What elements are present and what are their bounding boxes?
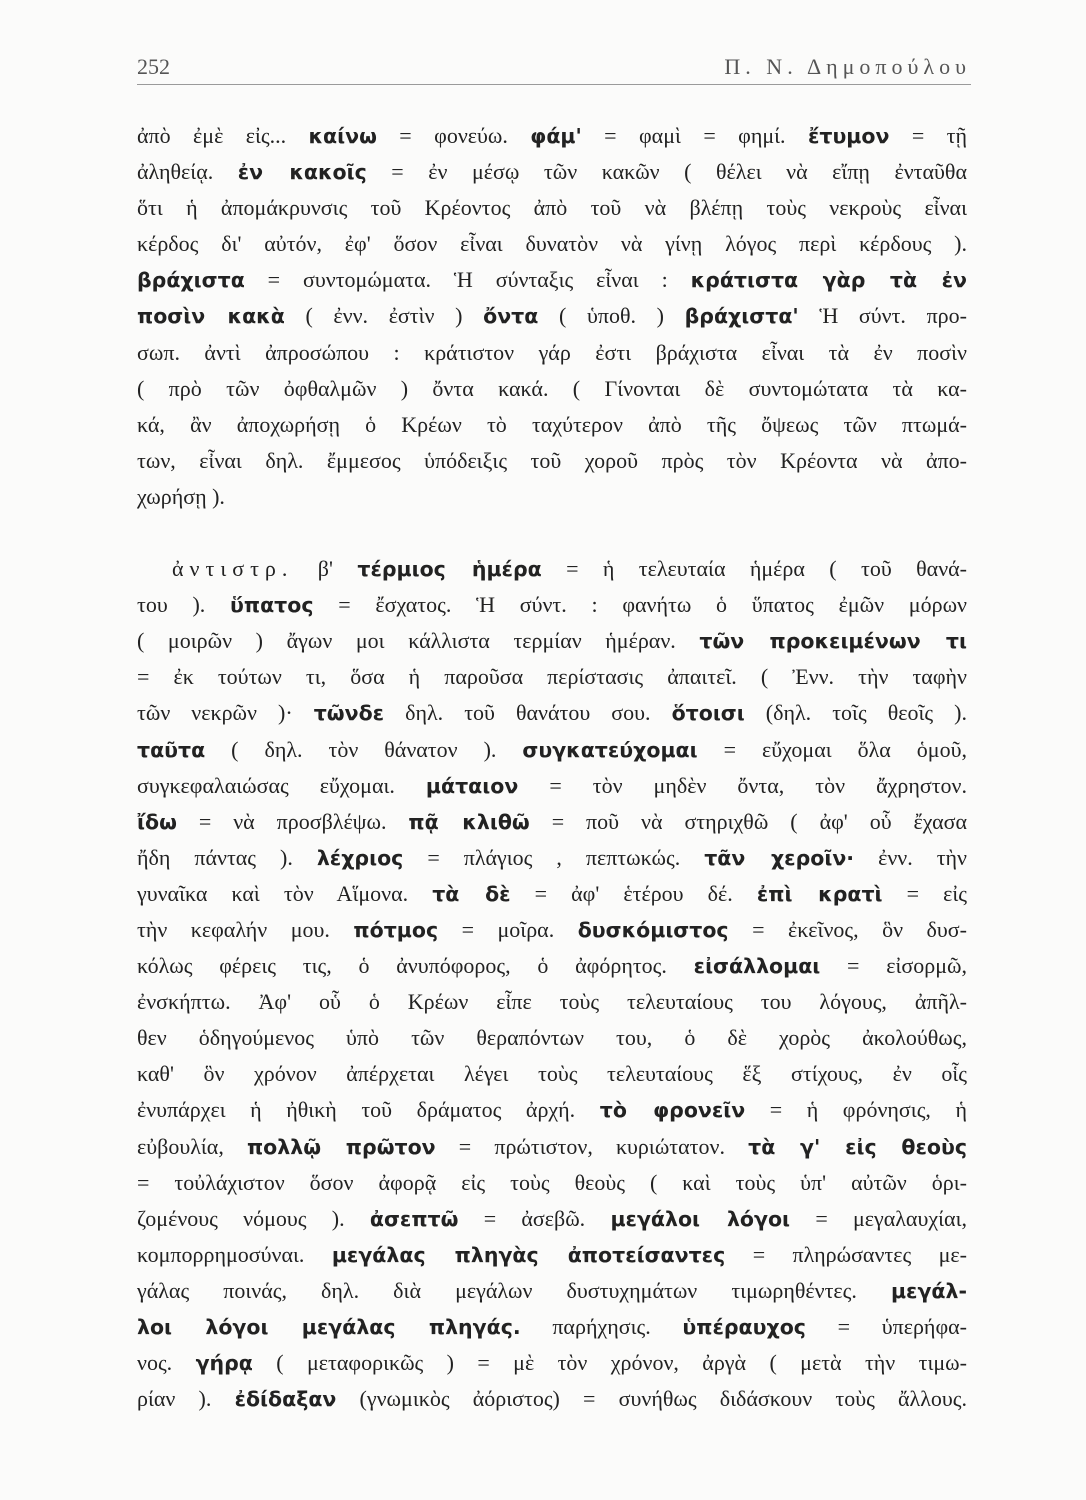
gloss-text: κά, ἂν ἀποχωρήσῃ ὁ Κρέων τὸ ταχύτερον ἀπὸ τῆς ὄψεως τῶν πτωμά- bbox=[137, 411, 967, 437]
gloss-text: = ἐν μέσῳ τῶν κακῶν ( θέλει νὰ εἴπῃ ἐνταῦθα bbox=[366, 159, 967, 185]
gloss-text: ἀπὸ ἐμὲ εἰς... bbox=[137, 123, 309, 148]
gloss-text: τὴν κεφαλήν μου. bbox=[137, 916, 354, 942]
headword: κράτιστα γὰρ τὰ ἐν bbox=[690, 268, 968, 293]
gloss-text: = συντομώματα. Ἡ σύνταξις εἶναι : bbox=[244, 267, 691, 293]
running-title: Π. Ν. Δημοπούλου bbox=[724, 54, 971, 79]
headword: τῶνδε bbox=[313, 701, 385, 726]
gloss-text: = ἡ φρόνησις, ἡ bbox=[745, 1097, 967, 1123]
text-line bbox=[137, 587, 967, 623]
text-line bbox=[137, 1129, 967, 1165]
gloss-text: = ἀσεβῶ. bbox=[458, 1205, 611, 1231]
gloss-text: = τῇ bbox=[889, 123, 967, 148]
gloss-text: κέρδος δι' αὐτόν, ἐφ' ὅσον εἶναι δυνατὸν νὰ γίνῃ λόγος περὶ κέρδους ). bbox=[137, 231, 967, 257]
headword: τὸ φρονεῖν bbox=[599, 1098, 746, 1123]
gloss-text: ἐνν. τὴν bbox=[854, 844, 967, 870]
gloss-text: = νὰ προσβλέψω. bbox=[176, 808, 409, 834]
headword: ἐπὶ κρατὶ bbox=[756, 881, 883, 906]
gloss-text: των, εἶναι δηλ. ἔμμεσος ὑπόδειξις τοῦ χοροῦ πρὸς τὸν Κρέοντα νὰ ἀπο- bbox=[137, 447, 967, 473]
page-number: 252 bbox=[137, 54, 170, 79]
headword: ταῦτα bbox=[137, 737, 206, 762]
headword: τέρμιος ἡμέρα bbox=[357, 557, 542, 582]
headword: πότμος bbox=[353, 917, 439, 942]
gloss-text: = ἔσχατος. Ἡ σύντ. : φανήτω ὁ ὕπατος ἐμῶν μόρων bbox=[313, 592, 967, 618]
gloss-text: ζομένους νόμους ). bbox=[137, 1205, 370, 1231]
headword: πολλῷ πρῶτον bbox=[246, 1134, 436, 1159]
text-line bbox=[137, 1309, 967, 1345]
gloss-text: ( πρὸ τῶν ὀφθαλμῶν ) ὄντα κακά. ( Γίνονται δὲ συντομώτατα τὰ κα- bbox=[137, 375, 967, 401]
gloss-text: = τὸν μηδὲν ὄντα, τὸν ἄχρηστον. bbox=[518, 772, 967, 798]
text-line bbox=[137, 1165, 967, 1201]
text-line bbox=[137, 840, 967, 876]
gloss-text: = εὔχομαι ὅλα ὁμοῦ, bbox=[697, 736, 967, 762]
gloss-text: ἤδη πάντας ). bbox=[137, 844, 317, 870]
headword: ἴδω bbox=[137, 809, 177, 834]
headword: μάταιον bbox=[425, 773, 519, 798]
gloss-text: = ἡ τελευταία ἡμέρα ( τοῦ θανά- bbox=[541, 556, 967, 582]
gloss-text: = πλάγιος , πεπτωκώς. bbox=[403, 844, 705, 870]
gloss-text: ( ὑποθ. ) bbox=[538, 303, 685, 329]
gloss-text: (γνωμικὸς ἀόριστος) = συνήθως διδάσκουν τοὺς ἄλλους. bbox=[336, 1386, 967, 1412]
gloss-text: (δηλ. τοῖς θεοῖς ). bbox=[744, 700, 967, 726]
text-line bbox=[137, 912, 967, 948]
headword: δυσκόμιστος bbox=[577, 917, 729, 942]
gloss-text: = πληρώσαντες με- bbox=[725, 1241, 967, 1267]
gloss-text: = εἰς bbox=[882, 880, 967, 906]
gloss-text: θεν ὁδηγούμενος ὑπὸ τῶν θεραπόντων του, ὁ δὲ χορὸς ἀκολούθως, bbox=[137, 1025, 967, 1051]
gloss-text: δηλ. τοῦ θανάτου σου. bbox=[384, 700, 672, 726]
text-line bbox=[137, 1381, 967, 1417]
headword: μεγάλοι λόγοι bbox=[610, 1206, 791, 1231]
gloss-text: ( ἐνν. ἐστὶν ) bbox=[284, 303, 484, 329]
text-line bbox=[137, 335, 967, 371]
gloss-text: = μεγαλαυχίαι, bbox=[790, 1205, 967, 1231]
gloss-text: ἐνυπάρχει ἡ ἠθικὴ τοῦ δράματος ἀρχή. bbox=[137, 1097, 600, 1123]
headword: ὑπέραυχος bbox=[682, 1315, 806, 1339]
text-line bbox=[137, 984, 967, 1020]
text-line bbox=[137, 443, 967, 479]
gloss-text: ἀληθείᾳ. bbox=[137, 159, 238, 185]
gloss-text: β' bbox=[293, 556, 358, 582]
text-line bbox=[137, 1345, 967, 1381]
gloss-text: γυναῖκα καὶ τὸν Αἵμονα. bbox=[137, 880, 433, 906]
text-line bbox=[137, 1092, 967, 1128]
gloss-text: = εἰσορμῶ, bbox=[820, 953, 967, 979]
text-line bbox=[137, 732, 967, 768]
gloss-text: συγκεφαλαιώσας εὔχομαι. bbox=[137, 772, 426, 798]
headword: τὰ δὲ bbox=[432, 881, 511, 906]
gloss-text: ( μοιρῶν ) ἄγων μοι κάλλιστα τερμίαν ἡμέραν. bbox=[137, 628, 700, 654]
gloss-text: νος. bbox=[137, 1350, 196, 1376]
headword: συγκατεύχομαι bbox=[522, 737, 698, 762]
text-line bbox=[137, 226, 967, 262]
text-line bbox=[137, 1056, 967, 1092]
gloss-text: κόλως φέρεις τις, ὁ ἀνυπόφορος, ὁ ἀφόρητος. bbox=[137, 953, 694, 979]
headword: γήρᾳ bbox=[195, 1351, 253, 1376]
text-line bbox=[137, 1237, 967, 1273]
gloss-text: παρήχησις. bbox=[520, 1314, 683, 1339]
gloss-text: χωρήσῃ ). bbox=[137, 483, 225, 509]
text-line bbox=[137, 804, 967, 840]
gloss-text: = ἐκεῖνος, ὃν δυσ- bbox=[728, 916, 967, 942]
headword: ἀσεπτῶ bbox=[369, 1206, 459, 1231]
gloss-text: γάλας ποινάς, δηλ. διὰ μεγάλων δυστυχημάτων τιμωρηθέντες. bbox=[137, 1277, 891, 1303]
text-line bbox=[137, 948, 967, 984]
gloss-text: = μοῖρα. bbox=[438, 916, 578, 942]
gloss-text: = πρώτιστον, κυριώτατον. bbox=[435, 1133, 749, 1159]
text-line bbox=[137, 659, 967, 695]
headword: ἔτυμον bbox=[807, 124, 890, 148]
gloss-text: ( μεταφορικῶς ) = μὲ τὸν χρόνον, ἀργὰ ( μετὰ τὴν τιμω- bbox=[252, 1350, 967, 1376]
headword: ἐν κακοῖς bbox=[237, 160, 367, 185]
text-line bbox=[137, 768, 967, 804]
gloss-text: = ἀφ' ἑτέρου δέ. bbox=[510, 880, 757, 906]
headword: τᾶν χεροῖν· bbox=[704, 845, 855, 870]
text-line bbox=[137, 479, 967, 515]
gloss-text: ὅτι ἡ ἀπομάκρυνσις τοῦ Κρέοντος ἀπὸ τοῦ νὰ βλέπῃ τοὺς νεκροὺς εἶναι bbox=[137, 195, 967, 221]
headword: τὰ γ' εἰς θεοὺς bbox=[748, 1134, 967, 1159]
text-line bbox=[137, 190, 967, 226]
text-line bbox=[137, 371, 967, 407]
gloss-text: σωπ. ἀντὶ ἀπροσώπου : κράτιστον γάρ ἐστι βράχιστα εἶναι τὰ ἐν ποσὶν bbox=[137, 339, 967, 365]
text-line bbox=[137, 262, 967, 298]
text-line bbox=[137, 876, 967, 912]
paragraph-2 bbox=[137, 551, 967, 1417]
gloss-text: κομπορρημοσύναι. bbox=[137, 1241, 332, 1267]
headword: ἐδίδαξαν bbox=[234, 1387, 337, 1412]
headword: φάμ' bbox=[530, 124, 582, 148]
headword: εἰσάλλομαι bbox=[693, 954, 821, 979]
text-line bbox=[137, 154, 967, 190]
gloss-text: του ). bbox=[137, 592, 231, 618]
headword: ὄντα bbox=[483, 304, 539, 329]
text-line bbox=[137, 623, 967, 659]
headword: μεγάλ- bbox=[890, 1278, 967, 1303]
text-line bbox=[137, 118, 967, 154]
headword: ὅτοισι bbox=[671, 701, 745, 726]
headword: ὕπατος bbox=[230, 593, 314, 618]
gloss-text: ρίαν ). bbox=[137, 1386, 235, 1412]
header-rule bbox=[137, 84, 971, 85]
gloss-text: ( δηλ. τὸν θάνατον ). bbox=[205, 736, 523, 762]
gloss-text: εὐβουλία, bbox=[137, 1133, 247, 1159]
gloss-text: καθ' ὃν χρόνον ἀπέρχεται λέγει τοὺς τελευταίους ἕξ στίχους, ἐν οἷς bbox=[137, 1061, 967, 1087]
text-line bbox=[137, 1020, 967, 1056]
gloss-text: = ποῦ νὰ στηριχθῶ ( ἀφ' οὗ ἔχασα bbox=[529, 808, 967, 834]
gloss-text: = φαμὶ = φημί. bbox=[581, 123, 808, 148]
headword: μεγάλας πληγὰς ἀποτείσαντες bbox=[331, 1242, 726, 1267]
headword: πᾷ κλιθῶ bbox=[408, 809, 530, 834]
gloss-text: = ὑπερήφα- bbox=[805, 1314, 967, 1339]
headword: λέχριος bbox=[316, 845, 404, 870]
text-line bbox=[137, 1201, 967, 1237]
headword: ποσὶν κακὰ bbox=[137, 304, 285, 329]
gloss-text: τῶν νεκρῶν )· bbox=[137, 700, 314, 726]
text-line bbox=[137, 1273, 967, 1309]
text-line bbox=[137, 298, 967, 334]
gloss-text: Ἡ σύντ. προ- bbox=[798, 303, 967, 329]
gloss-text: ἐνσκήπτω. Ἀφ' οὗ ὁ Κρέων εἶπε τοὺς τελευταίους του λόγους, ἀπῆλ- bbox=[137, 989, 967, 1015]
text-line bbox=[137, 551, 967, 587]
headword: βράχιστα bbox=[137, 268, 245, 293]
headword: καίνω bbox=[308, 124, 377, 148]
section-label: ἀντιστρ. bbox=[172, 556, 294, 582]
commentary-text bbox=[137, 118, 967, 1417]
page-header bbox=[137, 40, 971, 80]
gloss-text: = τοὐλάχιστον ὅσον ἀφορᾷ εἰς τοὺς θεοὺς ( καὶ τοὺς ὑπ' αὐτῶν ὁρι- bbox=[137, 1169, 967, 1195]
text-line bbox=[137, 407, 967, 443]
gloss-text: = φονεύω. bbox=[376, 123, 531, 148]
text-line bbox=[137, 695, 967, 731]
gloss-text: = ἐκ τούτων τι, ὅσα ἡ παροῦσα περίστασις ἀπαιτεῖ. ( Ἐνν. τὴν ταφὴν bbox=[137, 664, 967, 690]
paragraph-1 bbox=[137, 118, 967, 515]
headword: βράχιστα' bbox=[684, 304, 799, 329]
headword: τῶν προκειμένων τι bbox=[699, 629, 967, 654]
headword: λοι λόγοι μεγάλας πληγάς. bbox=[137, 1315, 521, 1339]
